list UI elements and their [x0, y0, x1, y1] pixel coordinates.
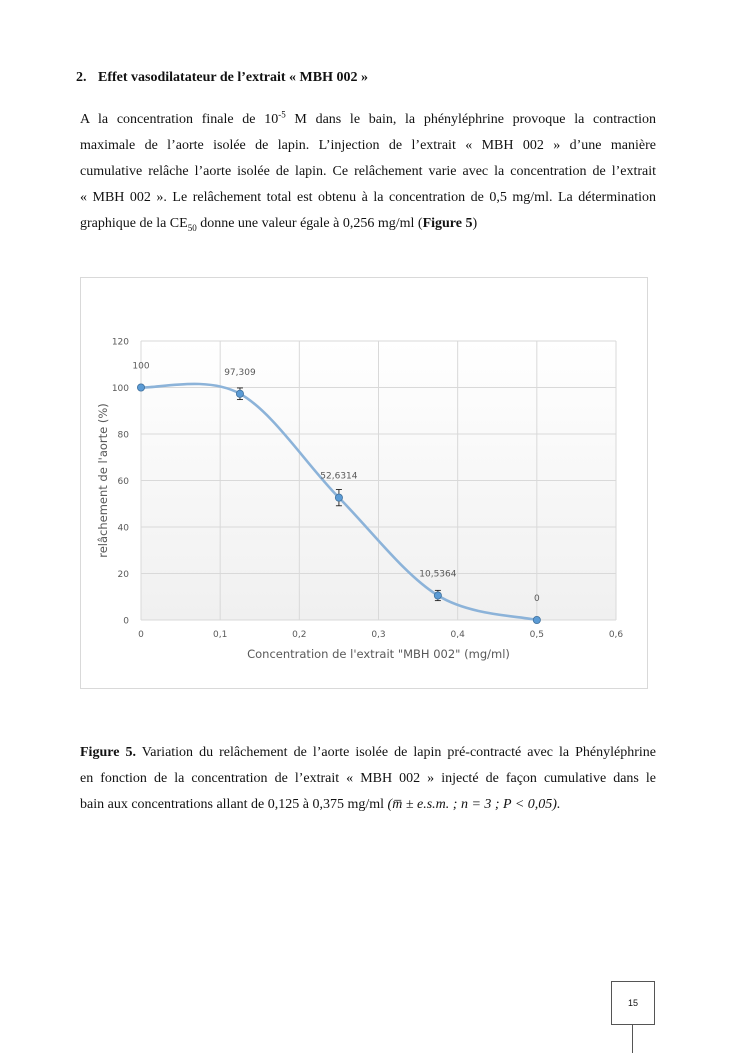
page-number-box [611, 981, 655, 1025]
chart-frame [80, 277, 648, 689]
text-run: M dans le bain, la phényléphrine provoque la contraction [285, 112, 656, 127]
paragraph-line [80, 107, 656, 133]
text-run: ) [472, 216, 478, 231]
paragraph-line: maximale de l’aorte isolée de lapin. L’injection de l’extrait « MBH 002 » d’une manière [80, 138, 656, 153]
body-paragraph [80, 107, 656, 237]
text-run: graphique de la CE [80, 216, 188, 231]
y-tick-label: 80 [117, 430, 129, 441]
y-tick-label: 0 [123, 616, 129, 627]
x-tick-label: 0,6 [608, 630, 624, 640]
figure-caption [80, 740, 656, 818]
data-label: 0 [533, 594, 540, 604]
data-point [137, 384, 144, 391]
y-tick-label: 20 [117, 570, 129, 580]
x-tick-label: 0,3 [371, 630, 386, 640]
data-point [533, 616, 540, 623]
text-run: Variation du relâchement de l’aorte isolée de lapin pré-contracté avec la Phényléphrine [135, 745, 656, 760]
data-label: 97,309 [224, 367, 256, 378]
text-run: A la concentration finale de 10 [80, 112, 279, 127]
y-tick-label: 100 [111, 384, 129, 394]
figure-reference: Figure 5 [422, 216, 473, 231]
data-point [434, 592, 441, 599]
y-tick-label: 120 [111, 337, 129, 348]
caption-line [80, 740, 656, 766]
paragraph-line: cumulative relâche l’aorte isolée de lapin. Ce relâchement varie avec la concentration de l’extrait [80, 164, 656, 179]
section-heading [76, 70, 368, 86]
caption-label: Figure 5. [80, 745, 136, 760]
x-tick-label: 0,5 [529, 630, 544, 640]
caption-line [80, 792, 656, 818]
data-label: 10,5364 [419, 569, 457, 580]
y-tick-label: 40 [117, 523, 129, 534]
text-run: bain aux concentrations allant de 0,125 à 0,375 mg/ml [80, 797, 388, 812]
x-tick-label: 0,4 [450, 630, 465, 640]
section-number: 2. [76, 70, 87, 85]
paragraph-line: « MBH 002 ». Le relâchement total est obtenu à la concentration de 0,5 mg/ml. La détermination [80, 190, 656, 205]
data-label: 52,6314 [320, 471, 358, 482]
section-title: Effet vasodilatateur de l’extrait « MBH 002 » [98, 70, 368, 85]
exponent: -5 [278, 109, 286, 120]
relaxation-chart [81, 278, 647, 688]
data-point [236, 390, 243, 397]
paragraph-line [80, 211, 656, 237]
page-divider [632, 1024, 633, 1053]
x-axis-title: Concentration de l'extrait "MBH 002" (mg/ml) [247, 647, 510, 661]
caption-line: en fonction de la concentration de l’extrait « MBH 002 » injecté de façon cumulative dans le [80, 771, 656, 786]
text-run: donne une valeur égale à 0,256 mg/ml ( [196, 216, 423, 231]
x-tick-label: 0,2 [292, 630, 307, 640]
y-tick-label: 60 [117, 477, 129, 487]
page-number: 15 [627, 998, 638, 1008]
subscript: 50 [187, 222, 197, 233]
x-tick-label: 0 [138, 630, 144, 640]
y-axis-title: relâchement de l'aorte (%) [96, 403, 110, 558]
data-point [335, 494, 342, 501]
x-tick-label: 0,1 [213, 630, 228, 640]
data-label: 100 [132, 361, 150, 372]
statistics-note: (m̅ ± e.s.m. ; n = 3 ; P < 0,05). [387, 797, 561, 812]
